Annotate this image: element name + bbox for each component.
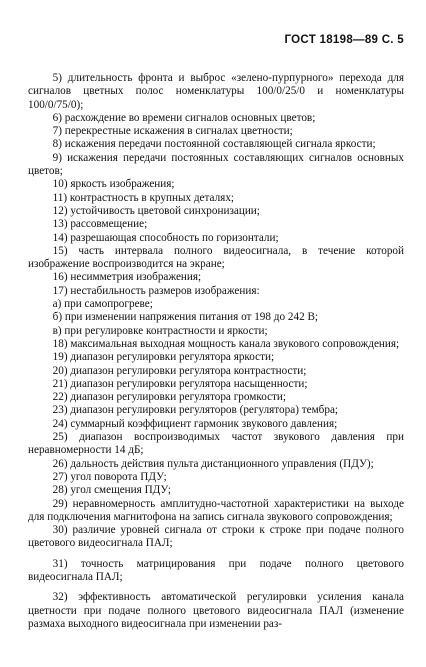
list-item: 20) диапазон регулировки регулятора контрастности;	[52, 364, 307, 377]
list-item: 29) неравномерность амплитудно-частотной характеристики на выходе для подключения магнитофона на запись сигнала звукового сопровождения;	[28, 497, 404, 523]
list-item: 21) диапазон регулировки регулятора насыщенности;	[52, 377, 308, 390]
list-item: 18) максимальная выходная мощность канала звукового сопровождения;	[52, 337, 400, 350]
document-body	[28, 72, 404, 631]
list-item: 5) длительность фронта и выброс «зелено-пурпурного» перехода для сигналов цветных полос номенклатуры 100/0/25/0 и номенклатуры 100/0/75/0);	[28, 72, 404, 111]
list-item: 6) расхождение во времени сигналов основных цветов;	[52, 111, 316, 124]
list-item: 17) нестабильность размеров изображения:	[52, 284, 260, 297]
list-item: 7) перекрестные искажения в сигналах цветности;	[52, 125, 293, 138]
list-item: б) при изменении напряжения питания от 198 до 242 В;	[52, 311, 319, 324]
list-item: а) при самопрогреве;	[52, 298, 153, 311]
list-item: 11) контрастность в крупных деталях;	[52, 191, 235, 204]
list-item: 12) устойчивость цветовой синхронизации;	[52, 204, 260, 217]
list-item: 22) диапазон регулировки регулятора громкости;	[52, 391, 287, 404]
list-item: 14) разрешающая способность по горизонтали;	[52, 231, 279, 244]
list-item: 26) дальность действия пульта дистанционного управления (ПДУ);	[52, 457, 374, 470]
list-item: 10) яркость изображения;	[52, 178, 175, 191]
list-item: 16) несимметрия изображения;	[52, 271, 202, 284]
page-header: ГОСТ 18198—89 С. 5	[284, 34, 404, 46]
list-item: 25) диапазон воспроизводимых частот звукового давления при неравномерности 14 дБ;	[28, 431, 404, 457]
list-item: 8) искажения передачи постоянной составляющей сигнала яркости;	[52, 138, 376, 151]
list-item: 30) различие уровней сигнала от строки к строке при подаче полного цветового видеосигнала ПАЛ;	[28, 524, 404, 550]
list-item: 27) угол поворота ПДУ;	[52, 470, 167, 483]
list-item: 23) диапазон регулировки регуляторов (регулятора) тембра;	[52, 404, 339, 417]
list-item: 32) эффективность автоматической регулировки усиления канала цветности при подаче полного цветового видеосигнала ПАЛ (изменение размаха выходного видеосигнала при изменении раз-	[28, 591, 404, 630]
list-item: 9) искажения передачи постоянных составляющих сигналов основных цветов;	[28, 151, 404, 178]
list-item: 31) точность матрицирования при подаче полного цветового видеосигнала ПАЛ;	[28, 557, 404, 583]
list-item: 24) суммарный коэффициент гармоник звукового давления;	[52, 417, 338, 430]
list-item: 28) угол смещения ПДУ;	[52, 484, 172, 497]
list-item: 15) часть интервала полного видеосигнала, в течение которой изображение воспроизводится на экране;	[28, 244, 404, 271]
list-item: 13) рассовмещение;	[52, 218, 148, 231]
list-item: 19) диапазон регулировки регулятора яркости;	[52, 351, 275, 364]
list-item: в) при регулировке контрастности и яркости;	[52, 324, 268, 337]
